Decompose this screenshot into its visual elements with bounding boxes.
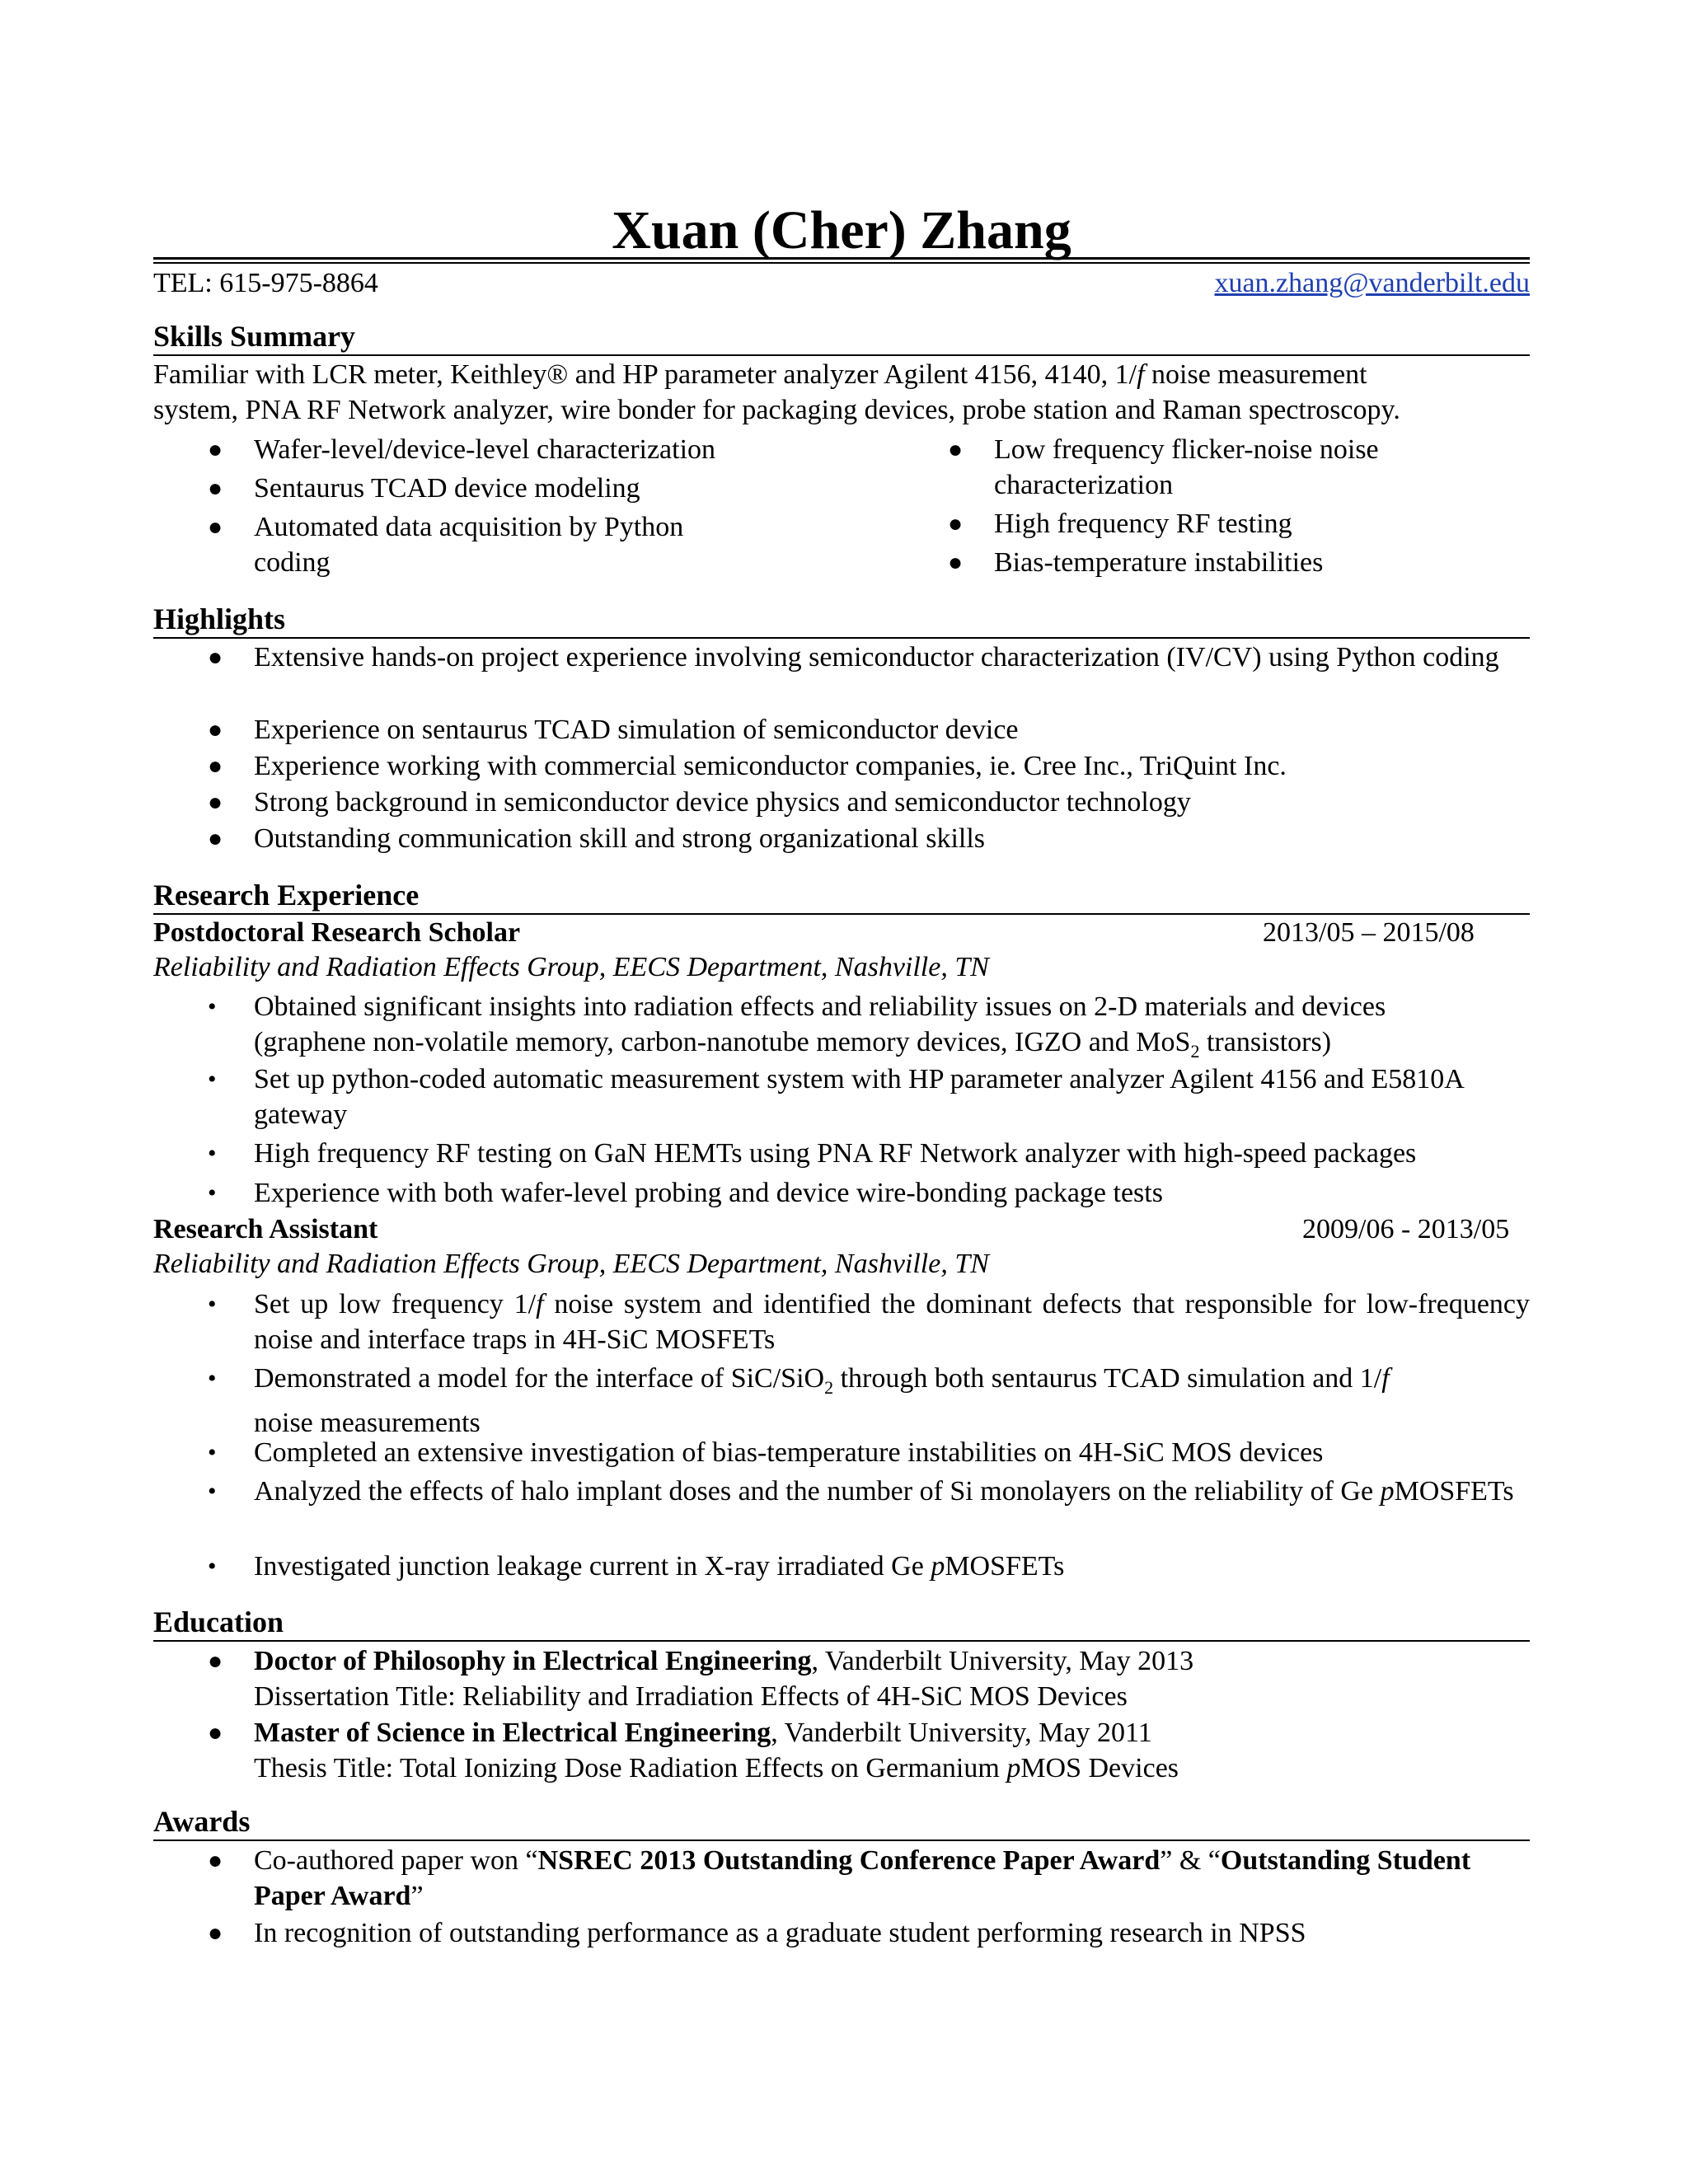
- bullet-icon: ●: [208, 752, 223, 780]
- bullet-icon: •: [208, 1439, 217, 1466]
- job-bullet: • Completed an extensive investigation of bias-temperature instabilities on 4H-SiC MOS devices: [254, 1435, 1530, 1470]
- skill-item-left-3: ● Automated data acquisition by Python coding: [254, 509, 748, 580]
- skill-item-right-2: ● High frequency RF testing: [994, 506, 1522, 541]
- bullet-icon: ●: [208, 1647, 223, 1675]
- highlight-item-4: ● Strong background in semiconductor device physics and semiconductor technology: [254, 785, 1523, 820]
- bullet-icon: •: [208, 1365, 217, 1392]
- bullet-icon: ●: [208, 1847, 223, 1874]
- section-title-education: Education: [153, 1604, 1530, 1642]
- job-bullet: • Set up python-coded automatic measurement system with HP parameter analyzer Agilent 4156 and E5810A gateway: [254, 1062, 1474, 1132]
- bullet-icon: •: [208, 1291, 217, 1318]
- bullet-icon: ●: [208, 825, 223, 852]
- candidate-name: Xuan (Cher) Zhang: [612, 200, 1071, 260]
- section-title-research: Research Experience: [153, 877, 1530, 915]
- skill-item-right-3: ● Bias-temperature instabilities: [994, 545, 1522, 580]
- job-bullet: • Analyzed the effects of halo implant doses and the number of Si monolayers on the reliability of Ge pMOSFETs: [254, 1474, 1530, 1509]
- job-bullet: • Obtained significant insights into radiation effects and reliability issues on 2-D materials and devices (graphene non-volatile memory, carbon-nanotube memory devices, IGZO and MoS$_2$ transistors): [254, 989, 1523, 1069]
- section-title-skills: Skills Summary: [153, 318, 1530, 356]
- bullet-icon: ●: [208, 436, 223, 463]
- job-title: Postdoctoral Research Scholar: [153, 917, 521, 948]
- bullet-icon: ●: [208, 644, 223, 671]
- bullet-icon: •: [208, 1478, 217, 1505]
- email-link[interactable]: xuan.zhang@vanderbilt.edu: [1214, 268, 1530, 298]
- job-title: Research Assistant: [153, 1214, 378, 1244]
- section-title-highlights: Highlights: [153, 601, 1530, 639]
- bullet-icon: ●: [208, 513, 223, 541]
- education-item-phd: ● Doctor of Philosophy in Electrical Engineering, Vanderbilt University, May 2013 Dissertation Title: Reliability and Irradiation Effects of 4H-SiC MOS Devices: [254, 1643, 1523, 1714]
- award-item-1: ● Co-authored paper won “NSREC 2013 Outstanding Conference Paper Award” & “Outstanding Student Paper Award”: [254, 1843, 1474, 1914]
- phone-number: TEL: 615-975-8864: [153, 268, 378, 298]
- skill-item-left-1: ● Wafer-level/device-level characterization: [254, 432, 897, 467]
- skill-item-right-1: ● Low frequency flicker-noise noise characterization: [994, 432, 1489, 503]
- bullet-icon: ●: [208, 475, 223, 502]
- job-bullet: • Demonstrated a model for the interface of SiC/SiO$_2$ through both sentaurus TCAD simulation and 1/f noise measurements: [254, 1361, 1530, 1441]
- skills-intro-line-1: Familiar with LCR meter, Keithley® and HP parameter analyzer Agilent 4156, 4140, 1/f noise measurement: [153, 359, 1367, 390]
- bullet-icon: ●: [208, 1919, 223, 1947]
- job-dates: 2009/06 - 2013/05: [1302, 1214, 1510, 1244]
- contact-row: [153, 265, 1530, 302]
- highlight-item-5: ● Outstanding communication skill and strong organizational skills: [254, 821, 1523, 856]
- bullet-icon: ●: [948, 436, 964, 463]
- job-organization: Reliability and Radiation Effects Group, EECS Department, Nashville, TN: [153, 1249, 989, 1279]
- bullet-icon: ●: [948, 510, 964, 537]
- bullet-icon: •: [208, 1553, 217, 1580]
- job-header-ra: [153, 1212, 1530, 1248]
- award-item-2: ● In recognition of outstanding performance as a graduate student performing research in NPSS: [254, 1915, 1523, 1951]
- bullet-icon: ●: [208, 716, 223, 743]
- job-bullet: • High frequency RF testing on GaN HEMTs using PNA RF Network analyzer with high-speed packages: [254, 1136, 1540, 1171]
- skills-intro-line-2: system, PNA RF Network analyzer, wire bonder for packaging devices, probe station and Raman spectroscopy.: [153, 395, 1400, 425]
- section-title-awards: Awards: [153, 1803, 1530, 1841]
- bullet-icon: •: [208, 1179, 217, 1207]
- name-divider: [153, 257, 1530, 264]
- bullet-icon: ●: [208, 1719, 223, 1746]
- highlight-item-3: ● Experience working with commercial semiconductor companies, ie. Cree Inc., TriQuint Inc.: [254, 748, 1523, 784]
- highlight-item-2: ● Experience on sentaurus TCAD simulation of semiconductor device: [254, 712, 1523, 748]
- bullet-icon: •: [208, 993, 217, 1020]
- job-organization: Reliability and Radiation Effects Group, EECS Department, Nashville, TN: [153, 952, 989, 982]
- skill-item-left-2: ● Sentaurus TCAD device modeling: [254, 471, 897, 506]
- education-item-ms: ● Master of Science in Electrical Engineering, Vanderbilt University, May 2011 Thesis Title: Total Ionizing Dose Radiation Effects on Germanium pMOS Devices: [254, 1715, 1523, 1786]
- bullet-icon: ●: [948, 549, 964, 576]
- bullet-icon: •: [208, 1066, 217, 1093]
- job-bullet: • Experience with both wafer-level probing and device wire-bonding package tests: [254, 1175, 1523, 1211]
- job-bullet: • Set up low frequency 1/f noise system and identified the dominant defects that responsible for low-frequency noise and interface traps in 4H-SiC MOSFETs: [254, 1286, 1530, 1357]
- job-bullet: • Investigated junction leakage current in X-ray irradiated Ge pMOSFETs: [254, 1549, 1530, 1584]
- highlight-item-1: ● Extensive hands-on project experience involving semiconductor characterization (IV/CV) using Python coding: [254, 640, 1507, 675]
- job-header-postdoc: [153, 915, 1530, 951]
- job-dates: 2013/05 – 2015/08: [1263, 917, 1475, 948]
- bullet-icon: •: [208, 1140, 217, 1167]
- bullet-icon: ●: [208, 789, 223, 816]
